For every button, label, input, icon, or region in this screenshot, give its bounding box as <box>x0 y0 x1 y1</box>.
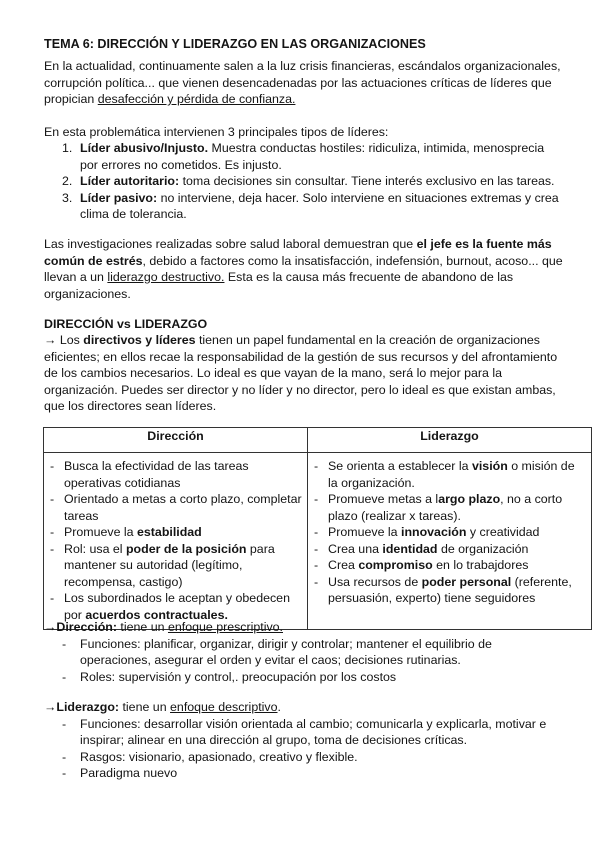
liderazgo-section <box>44 699 564 782</box>
list-item: - Roles: supervisión y control,. preocupación por los costos <box>44 669 564 686</box>
types-intro: En esta problemática intervienen 3 principales tipos de líderes: <box>44 125 389 139</box>
dvl-heading: DIRECCIÓN vs LIDERAZGO <box>44 317 208 331</box>
list-item: - Promueve metas a largo plazo, no a corto plazo (realizar x tareas). <box>312 491 587 524</box>
direccion-section <box>44 619 564 685</box>
list-item: - Rasgos: visionario, apasionado, creativo y flexible. <box>44 749 564 766</box>
list-item: - Orientado a metas a corto plazo, completar tareas <box>48 491 303 524</box>
list-item: - Crea compromiso en lo trabajdores <box>312 557 587 574</box>
list-item: - Funciones: desarrollar visión orientada al cambio; comunicarla y explicarla, motivar e inspirar; alinear en una dirección al grupo, toma de decisiones críticas. <box>44 716 564 749</box>
leader-types-list <box>44 140 564 223</box>
comparison-table <box>43 427 592 630</box>
list-item: - Rol: usa el poder de la posición para mantener su autoridad (legítimo, recompensa, castigo) <box>48 541 303 591</box>
list-item: - Funciones: planificar, organizar, dirigir y controlar; mantener el equilibrio de operaciones, asegurar el orden y evitar el caos; decisiones rutinarias. <box>44 636 564 669</box>
liderazgo-heading: →Liderazgo: tiene un enfoque descriptivo. <box>44 700 281 714</box>
intro-underlined: desafección y pérdida de confianza. <box>97 92 296 106</box>
list-item: - Usa recursos de poder personal (referente, persuasión, experto) tiene seguidores <box>312 574 587 607</box>
list-item: - Promueve la estabilidad <box>48 524 303 541</box>
table-header-direccion: Dirección <box>44 428 308 453</box>
list-item: - Se orienta a establecer la visión o misión de la organización. <box>312 458 587 491</box>
intro-text: En la actualidad, continuamente salen a la luz crisis financieras, escándalos organizacionales, corrupción política... que vienen desencadenadas por las actuaciones críticas de líderes que propician <box>44 59 561 106</box>
direccion-heading: →Dirección: tiene un enfoque prescriptivo. <box>44 620 283 634</box>
liderazgo-cell <box>308 453 592 630</box>
list-item: - Busca la efectividad de las tareas operativas cotidianas <box>48 458 303 491</box>
list-item: - Crea una identidad de organización <box>312 541 587 558</box>
leader-type-item: 1. Líder abusivo/Injusto. Muestra conductas hostiles: ridiculiza, intimida, menosprecia por errores no cometidos. Es injusto. <box>62 141 545 172</box>
list-item: - Promueve la innovación y creatividad <box>312 524 587 541</box>
leader-type-item: 3. Líder pasivo: no interviene, deja hacer. Solo interviene en situaciones extremas y crea clima de tolerancia. <box>62 190 559 221</box>
leader-type-item: 2. Líder autoritario: toma decisiones sin consultar. Tiene interés exclusivo en las tareas. <box>62 174 555 188</box>
table-header-liderazgo: Liderazgo <box>308 428 592 453</box>
list-item: - Paradigma nuevo <box>44 765 564 782</box>
research-paragraph: Las investigaciones realizadas sobre salud laboral demuestran que el jefe es la fuente más común de estrés, debido a factores como la insatisfacción, indefensión, burnout, acoso... que llevan a un liderazgo destructivo. Esta es la causa más frecuente de abandono de las organizaciones. <box>44 237 563 301</box>
page-title: TEMA 6: DIRECCIÓN Y LIDERAZGO EN LAS ORGANIZACIONES <box>44 37 426 51</box>
intro-paragraph <box>44 58 564 108</box>
list-item: - Los subordinados le aceptan y obedecen por acuerdos contractuales. <box>48 590 303 623</box>
direccion-cell <box>44 453 308 630</box>
dvl-paragraph: → Los directivos y líderes tienen un papel fundamental en la creación de organizaciones eficientes; en ellos recae la responsabilidad de la gestión de sus recursos y del afrontamiento de los cambios necesarios. Lo ideal es que vayan de la mano, será lo mejor para la organización. Puedes ser director y no líder y no director, pero lo ideal es que existan ambas, que los directores sean líderes. <box>44 333 558 413</box>
